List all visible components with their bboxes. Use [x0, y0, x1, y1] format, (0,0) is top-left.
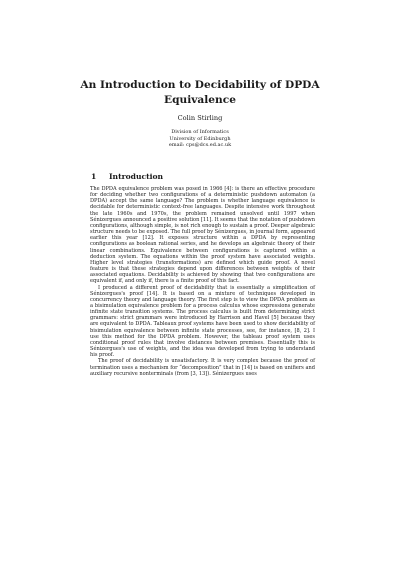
- paragraph: I produced a different proof of decidability that is essentially a simplification of Sénizergues's proof [14]. It is based on a mixture of techniques developed in concurrency theory and language theory. The first step is to view the DPDA problem as a bisimulation equivalence problem for a process calculus whose expressions generate infinite state transition systems. The process calculus is built from determining strict grammars: strict grammars were introduced by Harrison and Havel [5] because they are equivalent to DPDA. Tableaux proof systems have been used to show decidability of bisimulation equivalence between infinite state processes, see, for instance, [8, 2]. I use this method for the DPDA problem. However, the tableau proof system uses conditional proof rules that involve distances between premises. Essentially this is Sénizergues's use of weights, and the idea was developed from trying to understand his proof.: [90, 284, 315, 359]
- paper-title-line-1: An Introduction to Decidability of DPDA: [80, 79, 320, 91]
- author-affiliation: [100, 129, 300, 149]
- section-title: Introduction: [109, 172, 164, 181]
- paragraph: The DPDA equivalence problem was posed in 1966 [4]: is there an effective procedure for deciding whether two configurations of a deterministic pushdown automaton (a DPDA) accept the same language? The problem is whether language equivalence is decidable for deterministic context-free languages. Despite intensive work throughout the late 1960s and 1970s, the problem remained unsolved until 1997 when Sénizergues announced a positive solution [11]. It seems that the notation of pushdown configurations, although simple, is not rich enough to sustain a proof. Deeper algebraic structure needs to be exposed. The full proof by Sénizergues, in journal form, appeared earlier this year [12]. It exposes structure within a DPDA by representing configurations as boolean rational series, and he develops an algebraic theory of their linear combinations. Equivalence between configurations is captured within a deduction system. The equations within the proof system have associated weights. Higher level strategies (transformations) are defined which guide proof. A novel feature is that these strategies depend upon differences between weights of their associated equations. Decidability is achieved by showing that two configurations are equivalent if, and only if, there is a finite proof of this fact.: [90, 186, 315, 285]
- affiliation-division: Division of Informatics: [171, 129, 229, 135]
- section-heading: [91, 172, 321, 181]
- section-number: 1: [91, 172, 97, 181]
- paragraph: The proof of decidability is unsatisfactory. It is very complex because the proof of termination uses a mechanism for “decomposition” that in [14] is based on unifiers and auxiliary recursive nonterminals (from [3, 13]). Sénizergues uses: [90, 358, 315, 377]
- affiliation-email: email: cps@dcs.ed.ac.uk: [168, 142, 232, 149]
- paper-title: [60, 78, 340, 108]
- paper-title-line-2: Equivalence: [164, 94, 236, 106]
- paper-author: Colin Stirling: [177, 114, 223, 122]
- section-body: [90, 186, 315, 377]
- affiliation-university: University of Edinburgh: [169, 135, 231, 142]
